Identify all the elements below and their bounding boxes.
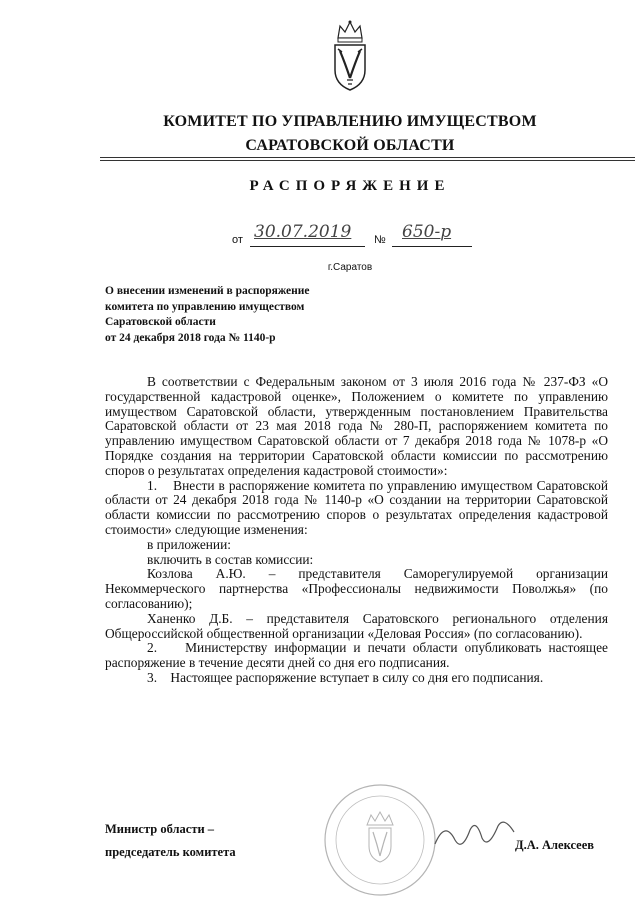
subject-line-3: Саратовской области [105,316,216,328]
date-handwritten: 30.07.2019 [254,222,352,242]
date-label: от [232,234,243,246]
subject-line-4: от 24 декабря 2018 года № 1140-р [105,331,276,344]
include-paragraph: включить в состав комиссии: [147,551,314,567]
item-1-paragraph: 1. Внести в распоряжение комитета по управлению имуществом Саратовской области от 24 декабря 2018 года № 1140-р «О создании на территории Саратовской области комиссии по рассмотрению споров о результатах определения кадастровой стоимости» следующие изменения: [105,477,608,537]
date-underline [250,246,365,247]
org-name-line-1: КОМИТЕТ ПО УПРАВЛЕНИЮ ИМУЩЕСТВОМ [163,113,537,130]
item-2-paragraph: 2. Министерству информации и печати области опубликовать настоящее распоряжение в течение десяти дней со дня его подписания. [105,640,608,671]
subject-line-1: О внесении изменений в распоряжение [105,285,310,297]
member-1-paragraph: Козлова А.Ю. – представителя Саморегулируемой организации Некоммерческого партнерства «Профессионалы недвижимости Поволжья» (по согласованию); [105,566,608,611]
number-handwritten: 650-р [402,222,452,242]
header-divider [100,157,635,161]
issuing-organization-name [0,110,640,158]
document-type-title: РАСПОРЯЖЕНИЕ [249,178,451,194]
member-2-paragraph: Ханенко Д.Б. – представителя Саратовского регионального отделения Общероссийской общественной организации «Деловая Россия» (по согласованию). [105,610,608,641]
signer-title-line-2: председатель комитета [105,845,236,859]
preamble-paragraph: В соответствии с Федеральным законом от 3 июля 2016 года № 237-ФЗ «О государственной кадастровой оценке», Положением о комитете по управлению имуществом Саратовской области, утвержденным постановлением Правительства Саратовской области от 23 мая 2018 года № 280-П, распоряжением комитета по управлению имуществом Саратовской области от 7 декабря 2018 года № 1078-р «О Порядке создания на территории Саратовской области комиссии по рассмотрению споров о результатах определения кадастровой стоимости»: [105,374,608,478]
org-name-line-2: САРАТОВСКОЙ ОБЛАСТИ [245,137,455,154]
item-3-paragraph: 3. Настоящее распоряжение вступает в силу со дня его подписания. [147,669,544,685]
number-label: № [374,234,386,246]
document-subject [105,284,385,346]
annex-paragraph: в приложении: [147,536,231,552]
signer-title-line-1: Министр области – [105,822,215,836]
saratov-coat-of-arms-emblem [330,18,370,92]
date-number-line [232,222,532,248]
subject-line-2: комитета по управлению имуществом [105,300,305,313]
issue-city: г.Саратов [327,262,373,273]
signer-name: Д.А. Алексеев [515,838,595,852]
number-underline [392,246,472,247]
handwritten-signature [430,812,520,857]
signer-title [105,818,305,864]
document-body [105,375,608,686]
